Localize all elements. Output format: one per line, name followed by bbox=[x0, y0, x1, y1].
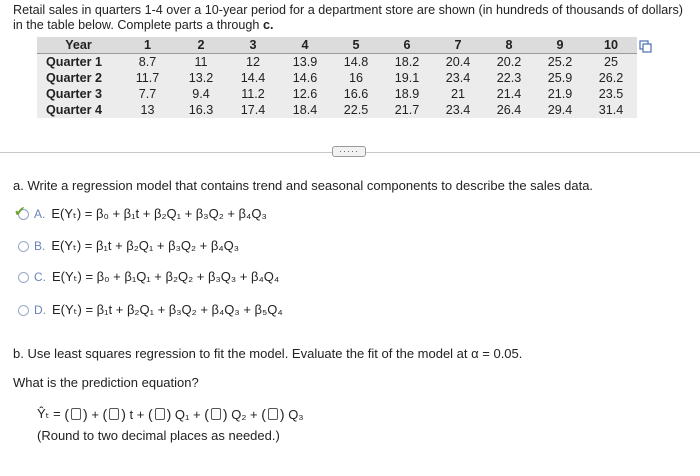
radio-button[interactable] bbox=[18, 305, 29, 316]
option-a[interactable] bbox=[14, 202, 267, 223]
table-cell: 11 bbox=[194, 55, 208, 69]
table-cell: 22.3 bbox=[496, 71, 522, 85]
year-header: 2 bbox=[175, 37, 227, 54]
problem-intro bbox=[13, 3, 699, 33]
answer-box-b2[interactable] bbox=[155, 408, 165, 420]
term-q3: Q₃ bbox=[288, 406, 304, 422]
year-header: 10 bbox=[585, 37, 637, 54]
option-letter: C. bbox=[34, 270, 46, 284]
option-formula: E(Yₜ) = β₁t + β₂Q₁ + β₃Q₂ + β₄Q₃ + β₅Q₄ bbox=[52, 302, 283, 317]
table-row bbox=[37, 86, 637, 102]
radio-button[interactable] bbox=[18, 272, 29, 283]
equation-lhs: Ŷₜ = bbox=[37, 406, 61, 421]
year-header: 7 bbox=[433, 37, 483, 54]
rounding-note: (Round to two decimal places as needed.) bbox=[37, 428, 280, 443]
table-cell: 23.4 bbox=[445, 103, 471, 117]
table-cell: 25 bbox=[603, 55, 618, 69]
table-cell: 21.9 bbox=[547, 87, 573, 101]
table-cell: 18.4 bbox=[292, 103, 318, 117]
table-cell: 20.4 bbox=[445, 55, 471, 69]
year-header: 1 bbox=[120, 37, 175, 54]
table-cell: 31.4 bbox=[598, 103, 624, 117]
table-cell: 21.4 bbox=[496, 87, 522, 101]
option-b[interactable] bbox=[18, 237, 239, 255]
checkmark-icon: ✔ bbox=[14, 202, 26, 219]
table-cell: 21 bbox=[450, 87, 465, 101]
table-cell: 21.7 bbox=[394, 103, 420, 117]
table-cell: 14.4 bbox=[240, 71, 266, 85]
table-cell: 9.4 bbox=[192, 87, 210, 101]
option-formula: E(Yₜ) = β₀ + β₁t + β₂Q₁ + β₃Q₂ + β₄Q₃ bbox=[51, 206, 267, 221]
intro-line-2: in the table below. Complete parts a through c. bbox=[13, 18, 274, 32]
table-cell: 16.6 bbox=[343, 87, 369, 101]
table-header-row bbox=[37, 37, 637, 54]
term-q1: Q₁ + bbox=[174, 406, 201, 422]
term-q2: Q₂ + bbox=[231, 406, 258, 422]
table-cell: 23.5 bbox=[598, 87, 624, 101]
plus-sign: + bbox=[91, 406, 99, 422]
table-cell: 20.2 bbox=[496, 55, 522, 69]
table-cell: 8.7 bbox=[138, 55, 157, 69]
option-letter: B. bbox=[34, 239, 46, 253]
year-header: 4 bbox=[279, 37, 331, 54]
table-cell: 11.2 bbox=[241, 87, 265, 101]
year-header: 5 bbox=[331, 37, 381, 54]
part-b-question: b. Use least squares regression to fit the model. Evaluate the fit of the model at α = 0.05. bbox=[13, 346, 523, 361]
table-cell: 13.9 bbox=[292, 55, 318, 69]
option-d[interactable] bbox=[18, 301, 283, 319]
table-cell: 18.9 bbox=[394, 87, 420, 101]
term-t: t + bbox=[129, 406, 145, 422]
table-cell: 26.2 bbox=[598, 71, 624, 85]
option-letter: A. bbox=[34, 207, 46, 221]
answer-box-b4[interactable] bbox=[268, 408, 278, 420]
option-formula: E(Yₜ) = β₁t + β₂Q₁ + β₃Q₂ + β₄Q₃ bbox=[51, 238, 240, 253]
table-cell: 22.5 bbox=[343, 103, 369, 117]
year-header: 8 bbox=[483, 37, 535, 54]
radio-button[interactable] bbox=[18, 241, 29, 252]
table-cell: 13.2 bbox=[188, 71, 214, 85]
table-cell: 13 bbox=[140, 103, 155, 117]
intro-line-1: Retail sales in quarters 1-4 over a 10-year period for a department store are shown (in hundreds of thousands of dollars) bbox=[13, 3, 683, 17]
table-cell: 12.6 bbox=[292, 87, 318, 101]
answer-box-b0[interactable] bbox=[71, 408, 81, 420]
table-row bbox=[37, 54, 637, 71]
year-header: 6 bbox=[381, 37, 433, 54]
year-header: 3 bbox=[227, 37, 279, 54]
row-label: Quarter 2 bbox=[46, 71, 102, 85]
sales-table bbox=[37, 37, 637, 118]
row-label: Quarter 4 bbox=[46, 103, 102, 117]
table-cell: 19.1 bbox=[394, 71, 420, 85]
table-row bbox=[37, 102, 637, 118]
table-cell: 17.4 bbox=[240, 103, 266, 117]
table-cell: 14.8 bbox=[343, 55, 369, 69]
table-cell: 29.4 bbox=[547, 103, 573, 117]
prediction-prompt: What is the prediction equation? bbox=[13, 375, 199, 390]
table-cell: 16 bbox=[348, 71, 363, 85]
row-label: Quarter 3 bbox=[46, 87, 102, 101]
copy-table-icon[interactable] bbox=[639, 40, 652, 53]
prediction-equation: Ŷₜ = ( ) + ( ) t + ( ) Q₁ + ( ) Q₂ + ( ) Q₃ bbox=[37, 406, 304, 422]
option-letter: D. bbox=[34, 303, 46, 317]
table-cell: 7.7 bbox=[138, 87, 157, 101]
table-row bbox=[37, 70, 637, 86]
part-a-question: a. Write a regression model that contains trend and seasonal components to describe the sales data. bbox=[13, 178, 594, 193]
answer-box-b1[interactable] bbox=[109, 408, 119, 420]
row-label: Quarter 1 bbox=[46, 55, 102, 69]
table-corner: Year bbox=[37, 37, 120, 54]
table-cell: 11.7 bbox=[135, 71, 160, 85]
table-cell: 26.4 bbox=[496, 103, 522, 117]
table-cell: 18.2 bbox=[394, 55, 420, 69]
table-cell: 23.4 bbox=[445, 71, 471, 85]
option-c[interactable] bbox=[18, 268, 279, 286]
table-cell: 14.6 bbox=[292, 71, 318, 85]
table-cell: 12 bbox=[245, 55, 260, 69]
table-cell: 16.3 bbox=[188, 103, 214, 117]
radio-button-selected[interactable] bbox=[14, 202, 29, 220]
answer-box-b3[interactable] bbox=[211, 408, 221, 420]
year-header: 9 bbox=[535, 37, 585, 54]
expand-ellipsis-button[interactable]: ····· bbox=[332, 146, 366, 157]
table-cell: 25.2 bbox=[547, 55, 573, 69]
option-formula: E(Yₜ) = β₀ + β₁Q₁ + β₂Q₂ + β₃Q₃ + β₄Q₄ bbox=[52, 269, 280, 284]
table-cell: 25.9 bbox=[547, 71, 573, 85]
